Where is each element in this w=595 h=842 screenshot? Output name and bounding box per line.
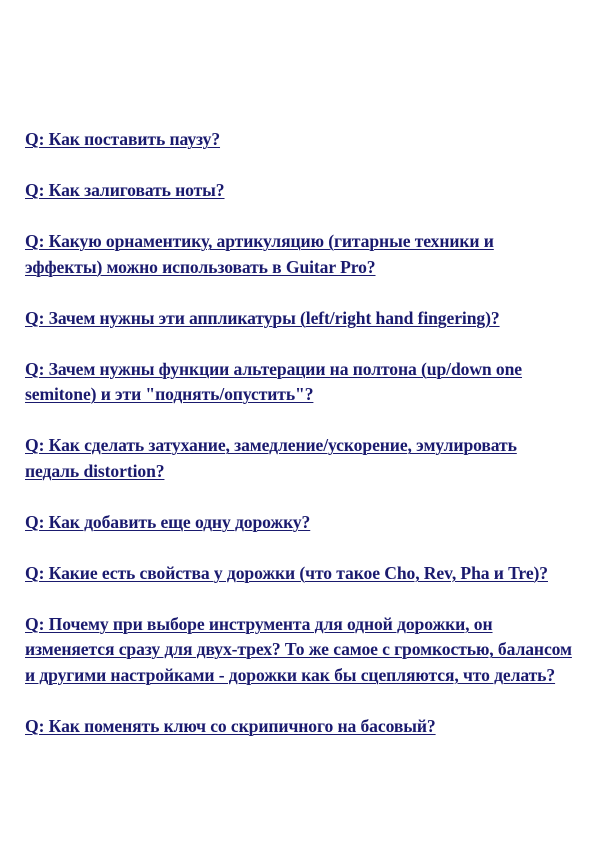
faq-item xyxy=(25,357,575,408)
faq-item xyxy=(25,612,575,689)
faq-question-list xyxy=(25,127,575,765)
faq-item xyxy=(25,229,575,280)
faq-question-link[interactable]: Q: Почему при выборе инструмента для одной дорожки, он изменяется сразу для двух-трех? То же самое с громкостью, балансом и другими настройками - дорожки как бы сцепляются, что делать? xyxy=(25,613,572,685)
faq-question-link[interactable]: Q: Зачем нужны функции альтерации на полтона (up/down one semitone) и эти "поднять/опустить"? xyxy=(25,358,523,404)
faq-item xyxy=(25,306,575,332)
faq-question-link[interactable]: Q: Как сделать затухание, замедление/ускорение, эмулировать педаль distortion? xyxy=(25,435,517,481)
faq-question-link[interactable]: Q: Как поставить паузу? xyxy=(25,129,221,149)
faq-item xyxy=(25,433,575,484)
faq-item xyxy=(25,714,575,740)
faq-question-link[interactable]: Q: Какие есть свойства у дорожки (что такое Cho, Rev, Pha и Tre)? xyxy=(25,562,548,583)
faq-question-link[interactable]: Q: Как добавить еще одну дорожку? xyxy=(25,511,311,532)
faq-question-link[interactable]: Q: Какую орнаментику, артикуляцию (гитарные техники и эффекты) можно использовать в Guitar Pro? xyxy=(25,231,494,277)
faq-question-link[interactable]: Q: Как залиговать ноты? xyxy=(25,180,225,200)
faq-question-link[interactable]: Q: Зачем нужны эти аппликатуры (left/right hand fingering)? xyxy=(25,307,500,328)
faq-item xyxy=(25,127,575,153)
faq-item xyxy=(25,510,575,536)
faq-item xyxy=(25,178,575,204)
faq-item xyxy=(25,561,575,587)
faq-question-link[interactable]: Q: Как поменять ключ со скрипичного на басовый? xyxy=(25,715,436,736)
